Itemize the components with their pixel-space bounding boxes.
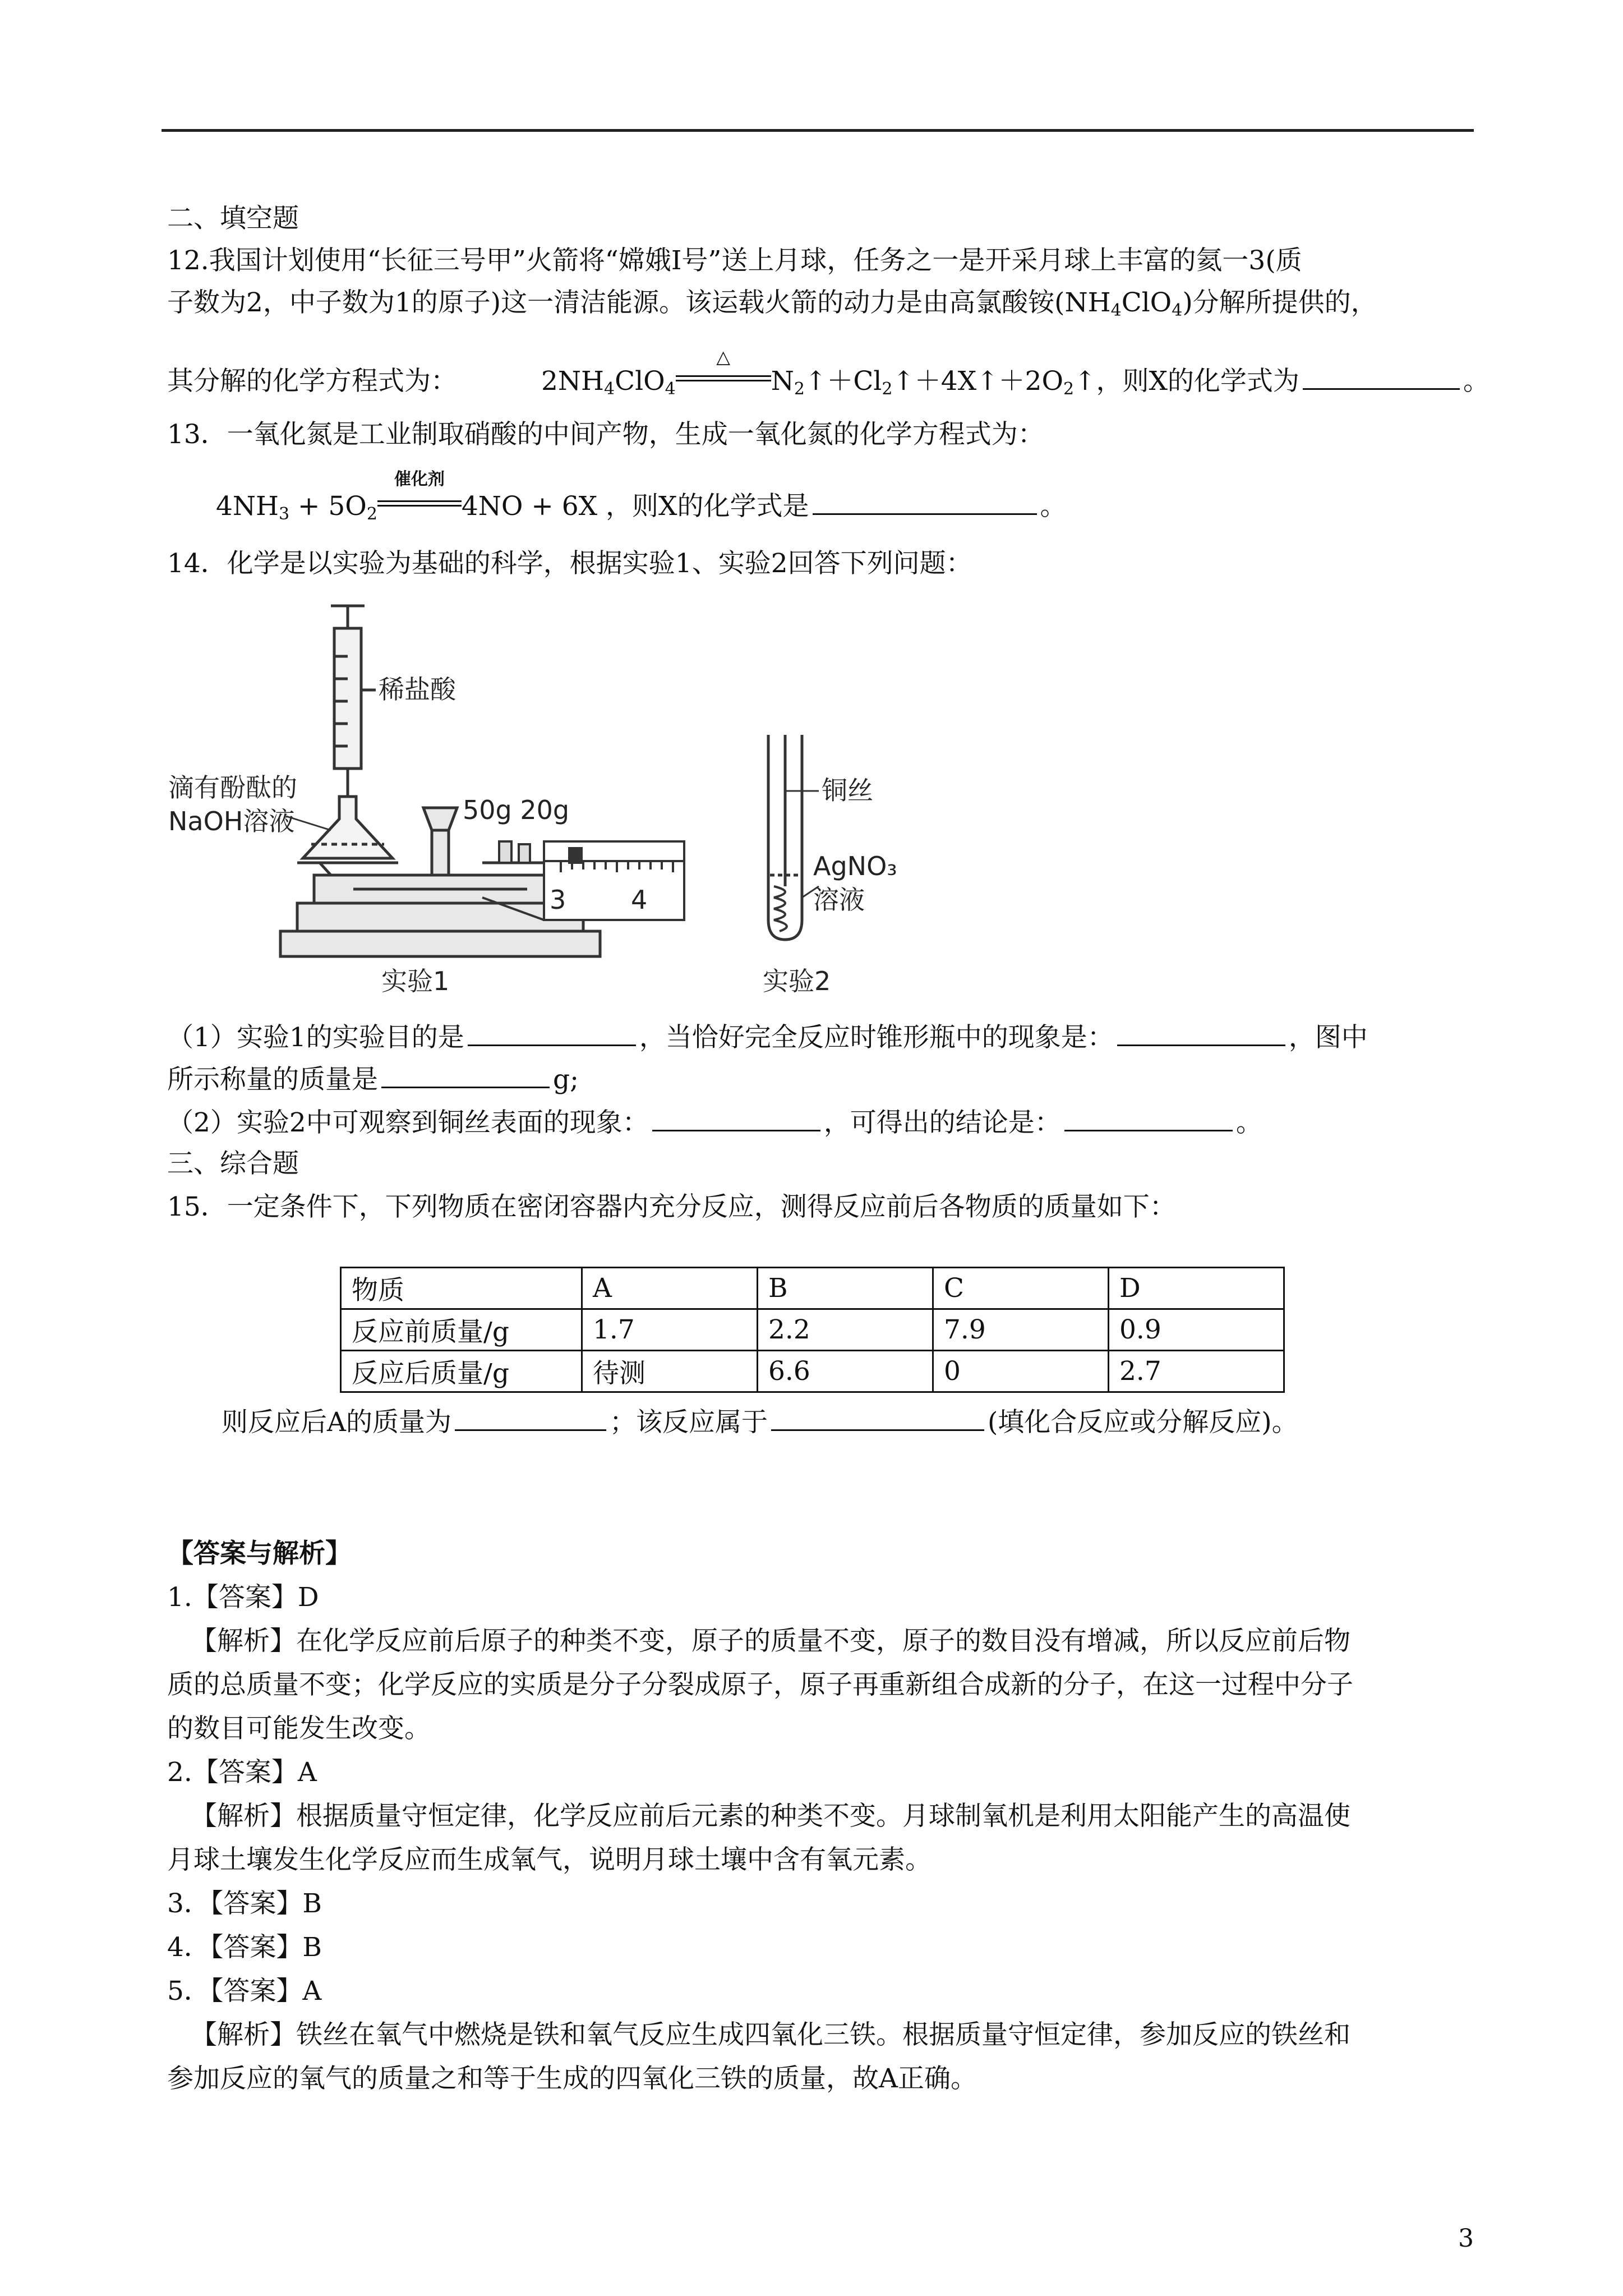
q12-line2: 子数为2，中子数为1的原子)这一清洁能源。该运载火箭的动力是由高氯酸铵$(NH_4ClO_4)$分解所提供的， <box>167 287 1377 320</box>
answer-blank <box>813 487 1037 515</box>
q14-line1: 14．化学是以实验为基础的科学，根据实验1、实验2回答下列问题： <box>167 548 972 579</box>
answer-1-explanation-2: 质的总质量不变；化学反应的实质是分子分裂成原子，原子再重新组合成新的分子，在这一过程中分子 <box>167 1669 1353 1700</box>
section-title: 二、填空题 <box>167 203 299 234</box>
page-number: 3 <box>1458 2224 1474 2253</box>
q12-line1: 12.我国计划使用“长征三号甲”火箭将“嫦娥Ⅰ号”送上月球，任务之一是开采月球上丰富的氦一3(质 <box>167 245 1302 276</box>
answer-blank <box>652 1104 820 1131</box>
q13-line1: 13．一氧化氮是工业制取硝酸的中间产物，生成一氧化氮的化学方程式为： <box>167 419 1044 450</box>
q13-equation-line: $4NH_3 + 5O_2$ 催化剂 4NO + 6X ，则X的化学式是 。 <box>216 470 1067 524</box>
section-title: 三、综合题 <box>167 1148 299 1179</box>
q15-after: 则反应后A的质量为 ；该反应属于 (填化合反应或分解反应)。 <box>222 1404 1298 1439</box>
experiment-figure <box>168 595 931 999</box>
answer-1-explanation-1: 【解析】在化学反应前后原子的种类不变，原子的质量不变，原子的数目没有增减，所以反应前后物 <box>191 1626 1350 1657</box>
label-weights: 50g 20g <box>463 795 570 825</box>
answer-5: 5．【答案】A <box>167 1976 322 2007</box>
answer-5-explanation-2: 参加反应的氧气的质量之和等于生成的四氧化三铁的质量，故A正确。 <box>167 2063 977 2094</box>
q15-line1: 15．一定条件下，下列物质在密闭容器内充分反应，测得反应前后各物质的质量如下： <box>167 1191 1176 1222</box>
label-flask-line2: NaOH溶液 <box>168 806 295 836</box>
label-scale-4: 4 <box>631 885 648 915</box>
answer-blank <box>381 1061 550 1088</box>
q12-equation-line: 其分解的化学方程式为： $2NH_4ClO_4$ △ $N_2↑+Cl_2↑+4X↑+2O_2↑$，则X的化学式为 。 <box>167 346 1490 399</box>
label-solution: 溶液 <box>813 885 865 915</box>
label-agno3: AgNO₃ <box>813 851 897 881</box>
label-flask-line1: 滴有酚酞的 <box>168 772 297 803</box>
test-tube-icon <box>768 735 802 940</box>
caption-experiment-2: 实验2 <box>763 966 831 996</box>
flask-icon <box>303 797 393 858</box>
q14-part1-line1: （1）实验1的实验目的是 ，当恰好完全反应时锥形瓶中的现象是： ，图中 <box>167 1019 1368 1055</box>
header-rule <box>162 129 1474 132</box>
answer-blank <box>1117 1019 1285 1046</box>
table-row: 物质 A B C D <box>341 1268 1284 1309</box>
label-scale-3: 3 <box>550 885 566 915</box>
answer-blank <box>771 1404 984 1431</box>
answer-1-explanation-3: 的数目可能发生改变。 <box>167 1713 431 1744</box>
table-row: 反应后质量/g 待测 6.6 0 2.7 <box>341 1351 1284 1392</box>
mass-table <box>340 1267 1285 1393</box>
table-row: 反应前质量/g 1.7 2.2 7.9 0.9 <box>341 1309 1284 1351</box>
answer-4: 4．【答案】B <box>167 1932 322 1963</box>
caption-experiment-1: 实验1 <box>381 966 450 996</box>
answer-3: 3．【答案】B <box>167 1888 322 1919</box>
answer-blank <box>1303 362 1460 390</box>
label-wire: 铜丝 <box>822 775 873 806</box>
answers-title: 【答案与解析】 <box>167 1538 352 1569</box>
answer-1: 1.【答案】D <box>167 1582 319 1613</box>
answer-2-explanation-2: 月球土壤发生化学反应而生成氧气，说明月球土壤中含有氧元素。 <box>167 1844 932 1875</box>
answer-2-explanation-1: 【解析】根据质量守恒定律，化学反应前后元素的种类不变。月球制氧机是利用太阳能产生的高温使 <box>191 1801 1350 1832</box>
label-acid: 稀盐酸 <box>379 674 456 705</box>
heat-equals-sign: △ <box>676 362 771 390</box>
answer-2: 2.【答案】A <box>167 1757 317 1788</box>
q14-part1-line2: 所示称量的质量是 g; <box>167 1061 579 1097</box>
answer-blank <box>455 1404 606 1431</box>
syringe-icon <box>331 606 376 797</box>
weights-icon <box>499 841 530 863</box>
q14-part2: （2）实验2中可观察到铜丝表面的现象： ，可得出的结论是： 。 <box>167 1104 1262 1140</box>
answer-blank <box>468 1019 636 1046</box>
answer-5-explanation-1: 【解析】铁丝在氧气中燃烧是铁和氧气反应生成四氧化三铁。根据质量守恒定律，参加反应的铁丝和 <box>191 2019 1350 2050</box>
catalyst-equals-sign: 催化剂 <box>377 487 462 515</box>
answer-blank <box>1064 1104 1233 1131</box>
